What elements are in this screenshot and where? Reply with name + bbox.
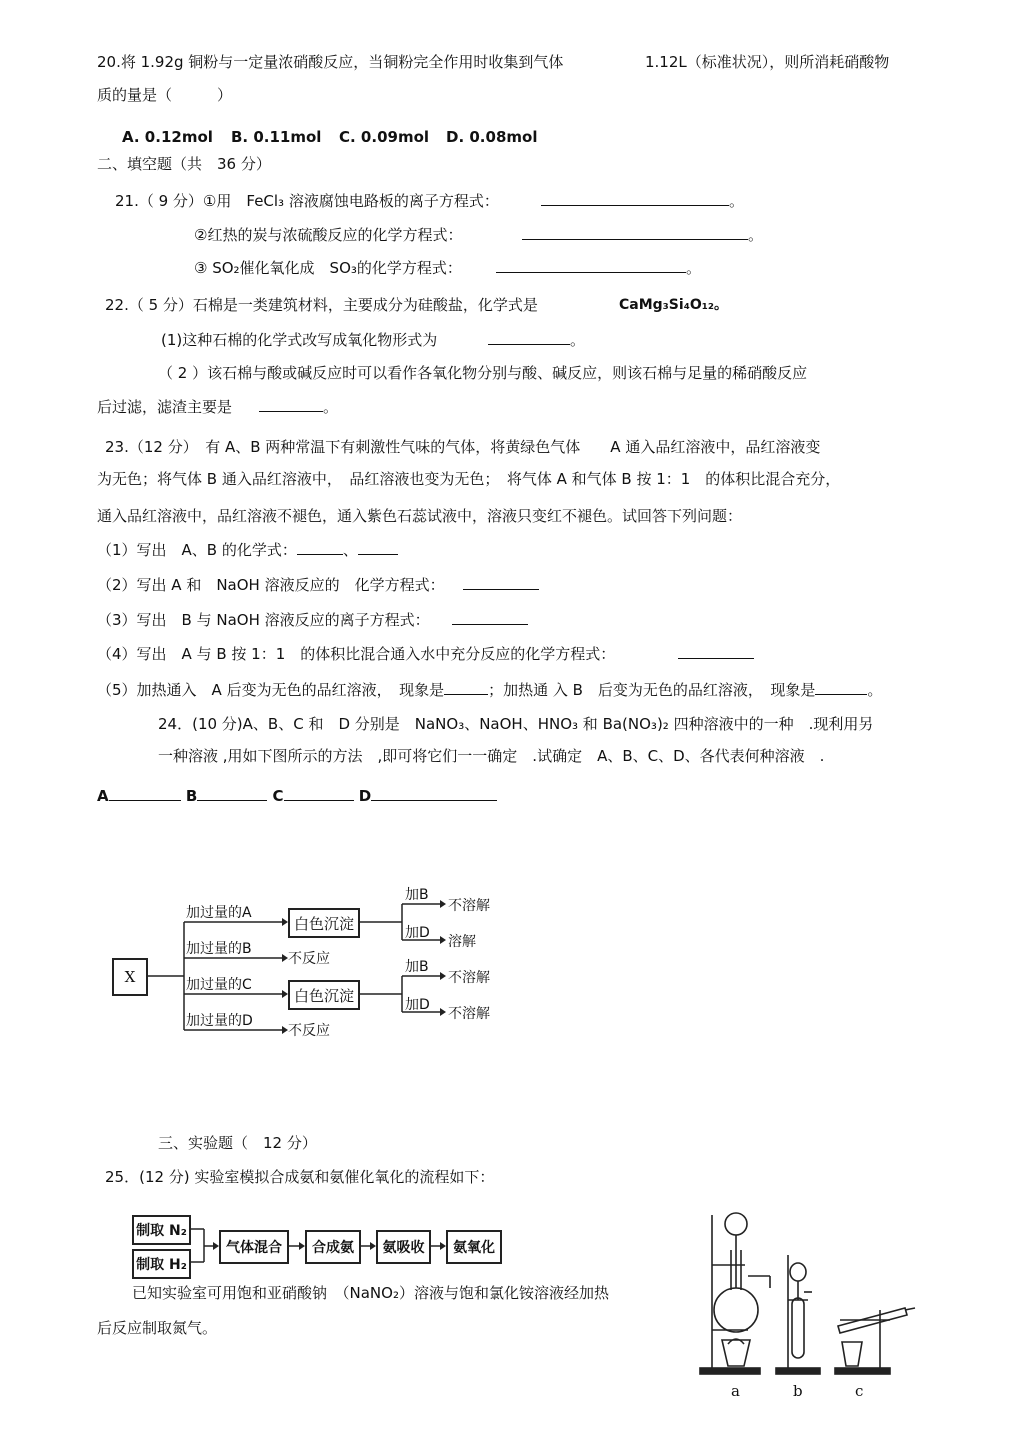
q20-line1: 20.将 1.92g 铜粉与一定量浓硝酸反应，当铜粉完全作用时收集到气体 [97, 53, 564, 71]
flow-noreact-2: 不反应 [288, 1023, 330, 1039]
q25-flow-synth: 合成氨 [305, 1230, 361, 1264]
flow-addd-2: 加D [405, 997, 430, 1013]
q21-line1: 21.（ 9 分）①用 FeCl₃ 溶液腐蚀电路板的离子方程式： [115, 192, 499, 210]
q23-part1: （1）写出 A、B 的化学式： 、 [97, 540, 398, 560]
flow-precip-2: 白色沉淀 [288, 980, 360, 1010]
q25-flow-h2: 制取 H₂ [132, 1249, 191, 1279]
q20-option-a: A. 0.12mol [122, 128, 213, 146]
flow-branch-c: 加过量的C [186, 977, 252, 993]
section3-heading: 三、实验题（ 12 分） [158, 1134, 317, 1152]
q24-answers: A B C D [97, 786, 497, 806]
q23-line2: 为无色；将气体 B 通入品红溶液中， 品红溶液也变为无色； 将气体 A 和气体 B 按 1：1 的体积比混合充分， [97, 470, 841, 488]
q25-line1: 25．(12 分) 实验室模拟合成氨和氨催化氧化的流程如下： [105, 1168, 495, 1186]
q22-line1: 22.（ 5 分）石棉是一类建筑材料，主要成分为硅酸盐，化学式是 [105, 296, 538, 314]
apparatus-label-c: c [855, 1382, 864, 1400]
flow-insoluble-2: 不溶解 [448, 970, 490, 986]
q23-part4: （4）写出 A 与 B 按 1：1 的体积比混合通入水中充分反应的化学方程式： [97, 645, 616, 663]
q22-formula: CaMg₃Si₄O₁₂。 [619, 297, 728, 313]
apparatus-label-b: b [793, 1382, 803, 1400]
q22-blank1: 。 [488, 330, 585, 350]
q25-flow-oxid: 氨氧化 [446, 1230, 502, 1264]
q22-line2: (1)这种石棉的化学式改写成氧化物形式为 [161, 331, 438, 349]
q21-line3: ③ SO₂催化氧化成 SO₃的化学方程式： [194, 259, 462, 277]
q22-line3: （ 2 ）该石棉与酸或碱反应时可以看作各氧化物分别与酸、碱反应，则该石棉与足量的稀硝酸反应 [158, 364, 808, 382]
q21-blank2: 。 [522, 225, 763, 245]
apparatus-label-a: a [731, 1382, 740, 1400]
flow-precip-1: 白色沉淀 [288, 908, 360, 938]
q25-line3: 后反应制取氮气。 [97, 1319, 218, 1337]
q23-part5: （5）加热通入 A 后变为无色的品红溶液， 现象是 ；加热通 入 B 后变为无色的品红溶液， 现象是 。 [97, 681, 883, 699]
q21-blank1: 。 [541, 191, 744, 211]
flow-addb-1: 加B [405, 887, 429, 903]
flow-noreact-1: 不反应 [288, 951, 330, 967]
q25-line2: 已知实验室可用饱和亚硝酸钠 （NaNO₂）溶液与饱和氯化铵溶液经加热 [132, 1284, 609, 1302]
q20-option-c: C. 0.09mol [339, 128, 430, 146]
q20-line2: 质的量是（ ） [97, 86, 233, 104]
q24-line1: 24．(10 分)A、B、C 和 D 分别是 NaNO₃、NaOH、HNO₃ 和 Ba(NO₃)₂ 四种溶液中的一种 .现利用另 [158, 715, 874, 733]
q25-flow-mix: 气体混合 [219, 1230, 289, 1264]
flow-x-box: X [112, 958, 148, 996]
section2-heading: 二、填空题（共 36 分） [97, 155, 271, 173]
q22-blank2: 。 [259, 397, 338, 417]
flow-branch-a: 加过量的A [186, 905, 252, 921]
q20-option-b: B. 0.11mol [231, 128, 322, 146]
q25-flow-absorb: 氨吸收 [376, 1230, 431, 1264]
q23-part2: （2）写出 A 和 NaOH 溶液反应的 化学方程式： [97, 575, 539, 595]
q21-line2: ②红热的炭与浓硫酸反应的化学方程式： [194, 226, 463, 244]
flow-insoluble-3: 不溶解 [448, 1006, 490, 1022]
q23-line1: 23.（12 分） 有 A、B 两种常温下有刺激性气味的气体，将黄绿色气体 A 通入品红溶液中，品红溶液变 [105, 438, 821, 456]
q23-part3: （3）写出 B 与 NaOH 溶液反应的离子方程式： [97, 610, 528, 630]
flow-branch-b: 加过量的B [186, 941, 252, 957]
flow-soluble: 溶解 [448, 934, 476, 950]
q25-flow-n2: 制取 N₂ [132, 1215, 191, 1245]
flow-addb-2: 加B [405, 959, 429, 975]
q20-option-d: D. 0.08mol [446, 128, 538, 146]
q22-line4: 后过滤，滤渣主要是 [97, 398, 233, 416]
flow-insoluble-1: 不溶解 [448, 898, 490, 914]
q24-line2: 一种溶液 ,用如下图所示的方法 ,即可将它们一一确定 .试确定 A、B、C、D、各代表何种溶液 . [158, 747, 825, 765]
q23-line3: 通入品红溶液中，品红溶液不褪色，通入紫色石蕊试液中，溶液只变红不褪色。试回答下列问题： [97, 507, 743, 525]
flow-addd-1: 加D [405, 925, 430, 941]
q21-blank3: 。 [496, 258, 701, 278]
q20-line1b: 1.12L（标准状况），则所消耗硝酸物 [645, 53, 890, 71]
flow-branch-d: 加过量的D [186, 1013, 253, 1029]
